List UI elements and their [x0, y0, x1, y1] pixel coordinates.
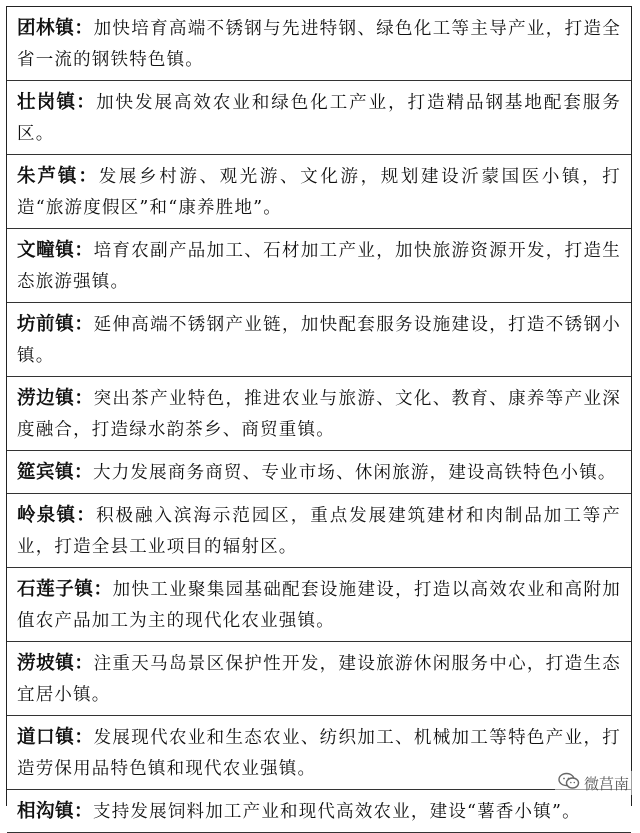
town-name: 团林镇： [17, 18, 94, 39]
town-name: 筵宾镇： [17, 462, 94, 483]
town-name: 涝边镇： [17, 388, 94, 409]
table-row [7, 81, 631, 155]
wechat-icon [558, 772, 580, 794]
town-description: 加快发展高效农业和绿色化工产业，打造精品钢基地配套服务区。 [17, 93, 621, 144]
town-description: 延伸高端不锈钢产业链，加快配套服务设施建设，打造不锈钢小镇。 [17, 315, 621, 366]
watermark [555, 771, 632, 795]
town-description: 支持发展饲料加工产业和现代高效农业，建设“薯香小镇”。 [93, 802, 581, 822]
table-row [7, 7, 631, 81]
town-description: 加快培育高端不锈钢与先进特钢、绿色化工等主导产业，打造全省一流的钢铁特色镇。 [17, 19, 621, 70]
town-description: 突出茶产业特色，推进农业与旅游、文化、教育、康养等产业深度融合，打造绿水韵茶乡、商贸重镇。 [17, 389, 621, 440]
table-row [7, 716, 631, 790]
town-name: 道口镇： [17, 727, 94, 748]
document-table [6, 6, 632, 822]
town-name: 岭泉镇： [17, 505, 97, 526]
watermark-text: 微莒南 [583, 774, 629, 793]
table-row [7, 790, 631, 833]
town-name: 朱芦镇： [17, 166, 99, 187]
town-name: 壮岗镇： [17, 92, 97, 113]
table-row [7, 303, 631, 377]
table-row [7, 568, 631, 642]
town-name: 涝坡镇： [17, 653, 94, 674]
town-description: 加快工业聚集园基础配套设施建设，打造以高效农业和高附加值农产品加工为主的现代化农业强镇。 [17, 580, 621, 631]
town-description: 培育农副产品加工、石材加工产业，加快旅游资源开发，打造生态旅游强镇。 [17, 241, 621, 292]
town-description: 大力发展商务商贸、专业市场、休闲旅游，建设高铁特色小镇。 [93, 463, 617, 483]
table-row [7, 377, 631, 451]
table-row [7, 155, 631, 229]
town-name: 石莲子镇： [17, 579, 113, 600]
table-row [7, 642, 631, 716]
table-row [7, 229, 631, 303]
town-description: 发展现代农业和生态农业、纺织加工、机械加工等特色产业，打造劳保用品特色镇和现代农业强镇。 [17, 728, 621, 779]
town-description: 注重天马岛景区保护性开发，建设旅游休闲服务中心，打造生态宜居小镇。 [17, 654, 621, 705]
town-name: 坊前镇： [17, 314, 94, 335]
table-row [7, 451, 631, 494]
town-name: 文疃镇： [17, 240, 94, 261]
table-row [7, 494, 631, 568]
town-name: 相沟镇： [17, 801, 94, 822]
town-description: 积极融入滨海示范园区，重点发展建筑建材和肉制品加工等产业，打造全县工业项目的辐射区。 [17, 506, 621, 557]
town-description: 发展乡村游、观光游、文化游，规划建设沂蒙国医小镇，打造“旅游度假区”和“康养胜地”。 [17, 167, 621, 218]
